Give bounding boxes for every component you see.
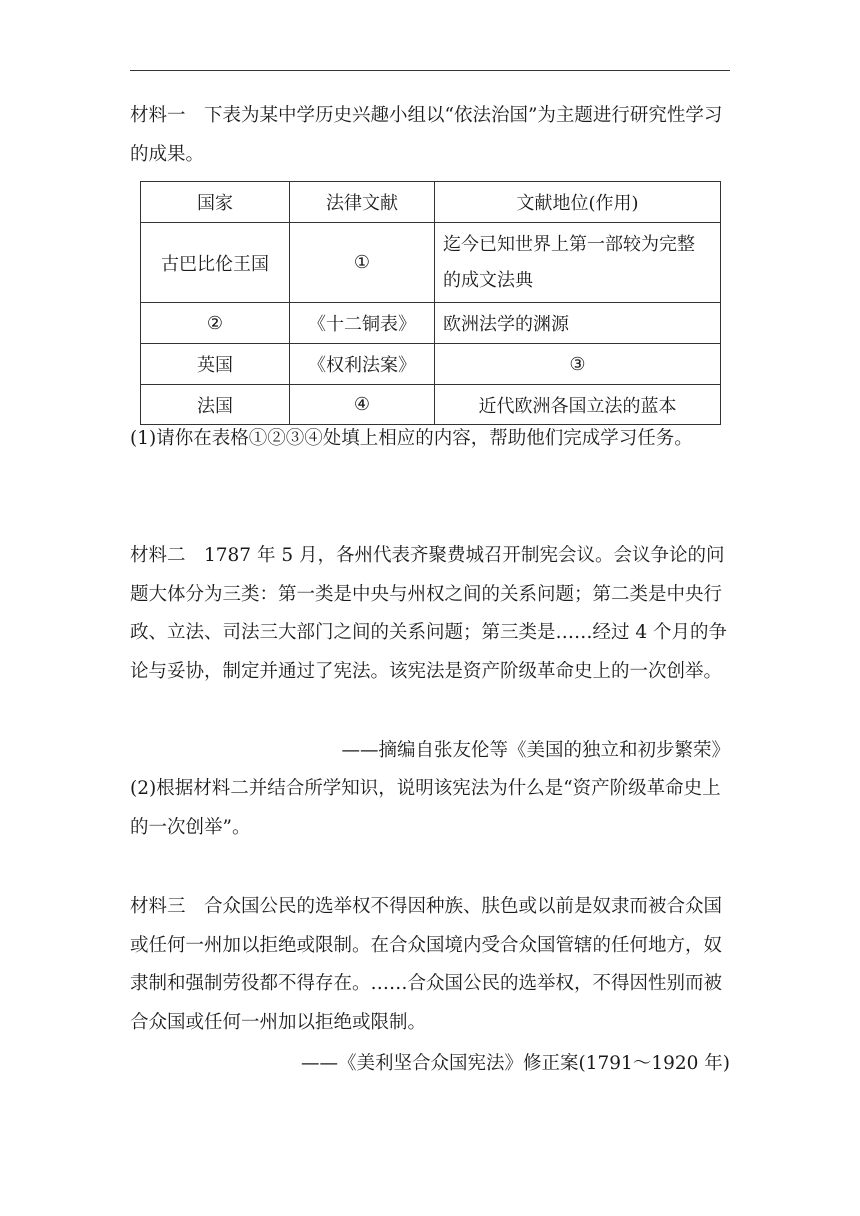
header-country: 国家 [141, 182, 290, 223]
cell-status: 近代欧洲各国立法的蓝本 [435, 385, 721, 425]
cell-document: ④ [290, 385, 435, 425]
cell-country: 古巴比伦王国 [141, 223, 290, 303]
cell-document: ① [290, 223, 435, 303]
header-status: 文献地位(作用) [435, 182, 721, 223]
cell-country: 法国 [141, 385, 290, 425]
cell-document: 《权利法案》 [290, 344, 435, 385]
table-row [141, 303, 721, 344]
table-row [141, 385, 721, 425]
cell-status: 欧洲法学的渊源 [435, 303, 721, 344]
question-2: (2)根据材料二并结合所学知识，说明该宪法为什么是“资产阶级革命史上的一次创举”。 [130, 778, 721, 838]
cell-country: ② [141, 303, 290, 344]
material2-text: 材料二 1787 年 5 月，各州代表齐聚费城召开制宪会议。会议争论的问题大体分为三类：第一类是中央与州权之间的关系问题；第二类是中央行政、立法、司法三大部门之间的关系问题；第三类是……经过 4 个月的争论与妥协，制定并通过了宪法。该宪法是资产阶级革命史上的一次创举。 [130, 545, 728, 682]
table-header-row [141, 182, 721, 223]
question-1: (1)请你在表格①②③④处填上相应的内容，帮助他们完成学习任务。 [130, 428, 693, 449]
cell-document: 《十二铜表》 [290, 303, 435, 344]
table-row [141, 344, 721, 385]
cell-country: 英国 [141, 344, 290, 385]
cell-status: 迄今已知世界上第一部较为完整的成文法典 [435, 223, 721, 303]
table-row [141, 223, 721, 303]
material1-intro: 材料一 下表为某中学历史兴趣小组以“依法治国”为主题进行研究性学习的成果。 [130, 105, 723, 165]
cell-status: ③ [435, 344, 721, 385]
material2-source: ——摘编自张友伦等《美国的独立和初步繁荣》 [341, 740, 730, 761]
material3-source: ——《美利坚合众国宪法》修正案(1791～1920 年) [301, 1053, 730, 1074]
top-rule [130, 70, 730, 71]
material3-text: 材料三 合众国公民的选举权不得因种族、肤色或以前是奴隶而被合众国或任何一州加以拒绝或限制。在合众国境内受合众国管辖的任何地方，奴隶制和强制劳役都不得存在。……合众国公民的选举权，不得因性别而被合众国或任何一州加以拒绝或限制。 [130, 896, 723, 1033]
header-document: 法律文献 [290, 182, 435, 223]
law-table [140, 181, 721, 425]
